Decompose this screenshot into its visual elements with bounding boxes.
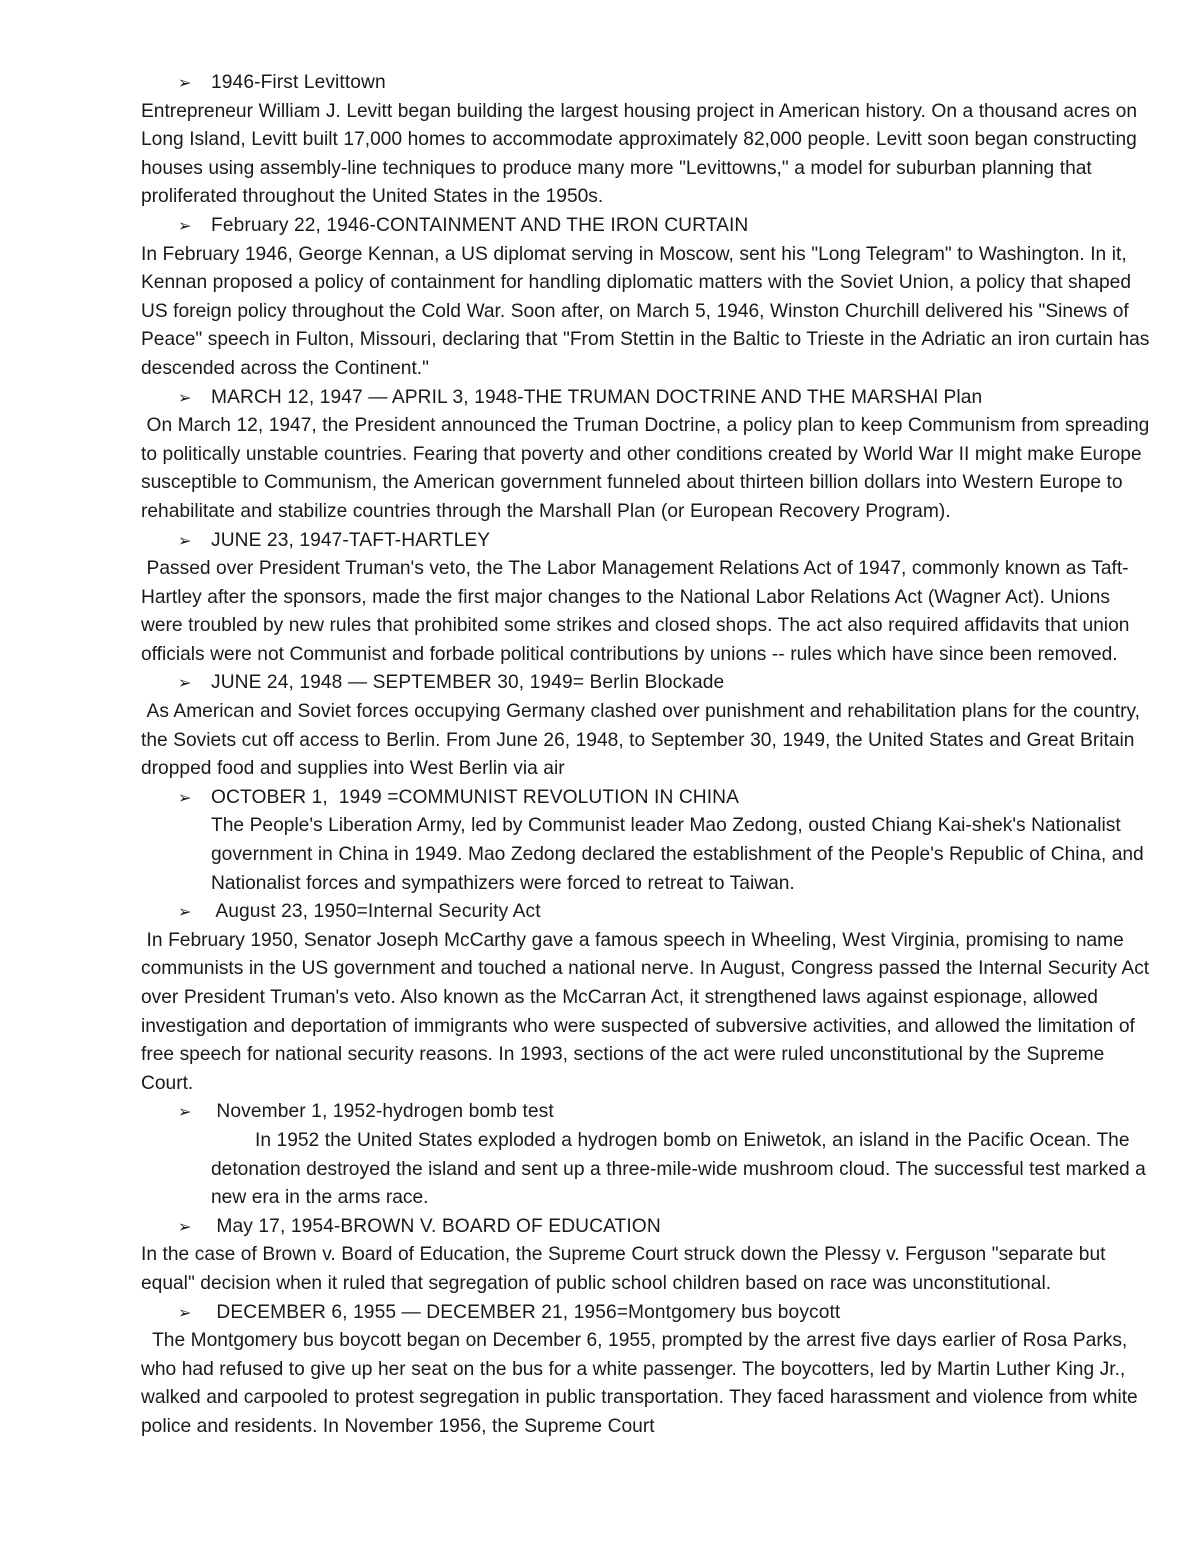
entry-containment [141, 212, 1155, 384]
entry-heading-text: JUNE 24, 1948 — SEPTEMBER 30, 1949= Berlin Blockade [211, 672, 725, 694]
entry-heading [141, 384, 1151, 413]
arrow-bullet-icon: ➢ [178, 1102, 192, 1122]
entry-taft-hartley [141, 527, 1151, 670]
entry-heading [141, 1213, 1151, 1242]
arrow-bullet-icon: ➢ [178, 1302, 192, 1322]
entry-hydrogen-bomb [141, 1098, 1151, 1212]
arrow-bullet-icon: ➢ [178, 387, 192, 407]
entry-berlin-blockade [141, 669, 1151, 783]
entry-brown-v-board [141, 1213, 1151, 1299]
entry-body: In February 1946, George Kennan, a US diplomat serving in Moscow, sent his "Long Telegram" to Washington. In it, Kennan proposed a policy of containment for handling diplomatic matters with the Soviet Union, a policy that shaped US foreign policy throughout the Cold War. Soon after, on March 5, 1946, Winston Churchill delivered his "Sinews of Peace" speech in Fulton, Missouri, declaring that "From Stettin in the Baltic to Trieste in the Adriatic an iron curtain has descended across the Continent." [141, 243, 1155, 379]
entry-china-revolution [141, 784, 1151, 898]
arrow-bullet-icon: ➢ [178, 902, 192, 922]
arrow-bullet-icon: ➢ [178, 787, 192, 807]
entry-heading-text: 1946-First Levittown [211, 72, 386, 93]
entry-heading-text: DECEMBER 6, 1955 — DECEMBER 21, 1956=Montgomery bus boycott [211, 1301, 841, 1323]
document-page [141, 69, 1155, 1442]
entry-heading [141, 69, 1151, 98]
arrow-bullet-icon: ➢ [178, 530, 192, 550]
entry-body: The People's Liberation Army, led by Communist leader Mao Zedong, ousted Chiang Kai-shek's Nationalist government in China in 1949. Mao Zedong declared the establishment of the People's Republic of China, and Nationalist forces and sympathizers were forced to retreat to Taiwan. [211, 815, 1144, 894]
entry-heading [141, 212, 1151, 241]
arrow-bullet-icon: ➢ [178, 215, 192, 235]
arrow-bullet-icon: ➢ [178, 73, 192, 92]
entry-heading-text: November 1, 1952-hydrogen bomb test [211, 1101, 554, 1123]
entry-heading [141, 669, 1151, 698]
entry-heading [141, 1299, 1151, 1328]
entry-heading-text: JUNE 23, 1947-TAFT-HARTLEY [211, 529, 491, 551]
entry-heading-text: OCTOBER 1, 1949 =COMMUNIST REVOLUTION IN CHINA [211, 786, 740, 808]
entry-heading-text: May 17, 1954-BROWN V. BOARD OF EDUCATION [211, 1215, 661, 1237]
entry-body: In the case of Brown v. Board of Education, the Supreme Court struck down the Plessy v. Ferguson "separate but equal" decision when it ruled that segregation of public school children based on race was unconstitutional. [141, 1244, 1106, 1294]
entry-body: In February 1950, Senator Joseph McCarthy gave a famous speech in Wheeling, West Virginia, promising to name communists in the US government and touched a national nerve. In August, Congress passed the Internal Security Act over President Truman's veto. Also known as the McCarran Act, it strengthened laws against espionage, allowed investigation and deportation of immigrants who were suspected of subversive activities, and allowed the limitation of free speech for national security reasons. In 1993, sections of the act were ruled unconstitutional by the Supreme Court. [141, 929, 1155, 1094]
entry-heading-text: MARCH 12, 1947 — APRIL 3, 1948-THE TRUMAN DOCTRINE AND THE MARSHAl Plan [211, 386, 983, 408]
entry-heading [141, 527, 1151, 556]
entry-body: As American and Soviet forces occupying Germany clashed over punishment and rehabilitation plans for the country, the Soviets cut off access to Berlin. From June 26, 1948, to September 30, 1949, the United States and Great Britain dropped food and supplies into West Berlin via air [141, 701, 1146, 780]
entry-heading-text: February 22, 1946-CONTAINMENT AND THE IRON CURTAIN [211, 214, 749, 236]
entry-truman-doctrine [141, 384, 1155, 527]
entry-internal-security-act [141, 898, 1155, 1098]
arrow-bullet-icon: ➢ [178, 1216, 192, 1236]
arrow-bullet-icon: ➢ [178, 673, 192, 693]
entry-body: The Montgomery bus boycott began on December 6, 1955, prompted by the arrest five days earlier of Rosa Parks, who had refused to give up her seat on the bus for a white passenger. The boycotters, led by Martin Luther King Jr., walked and carpooled to protest segregation in public transportation. They faced harassment and violence from white police and residents. In November 1956, the Supreme Court [141, 1330, 1144, 1437]
entry-body: In 1952 the United States exploded a hydrogen bomb on Eniwetok, an island in the Pacific Ocean. The detonation destroyed the island and sent up a three-mile-wide mushroom cloud. The successful test marked a new era in the arms race. [211, 1129, 1146, 1209]
entry-body: Entrepreneur William J. Levitt began building the largest housing project in American history. On a thousand acres on Long Island, Levitt built 17,000 homes to accommodate approximately 82,000 people. Levitt soon began constructing houses using assembly-line techniques to produce many more "Levittowns," a model for suburban planning that proliferated throughout the United States in the 1950s. [141, 100, 1138, 208]
entry-heading [141, 784, 1151, 813]
entry-levittown [141, 69, 1151, 212]
entry-montgomery-boycott [141, 1299, 1151, 1442]
entry-heading [141, 1098, 1151, 1127]
entry-body: Passed over President Truman's veto, the The Labor Management Relations Act of 1947, commonly known as Taft-Hartley after the sponsors, made the first major changes to the National Labor Relations Act (Wagner Act). Unions were troubled by new rules that prohibited some strikes and closed shops. The act also required affidavits that union officials were not Communist and forbade political contributions by unions -- rules which have since been removed. [141, 558, 1135, 665]
entry-body: On March 12, 1947, the President announced the Truman Doctrine, a policy plan to keep Communism from spreading to politically unstable countries. Fearing that poverty and other conditions created by World War II might make Europe susceptible to Communism, the American government funneled about thirteen billion dollars into Western Europe to rehabilitate and stabilize countries through the Marshall Plan (or European Recovery Program). [141, 415, 1155, 522]
entry-heading [141, 898, 1151, 927]
entry-heading-text: August 23, 1950=Internal Security Act [211, 901, 541, 923]
